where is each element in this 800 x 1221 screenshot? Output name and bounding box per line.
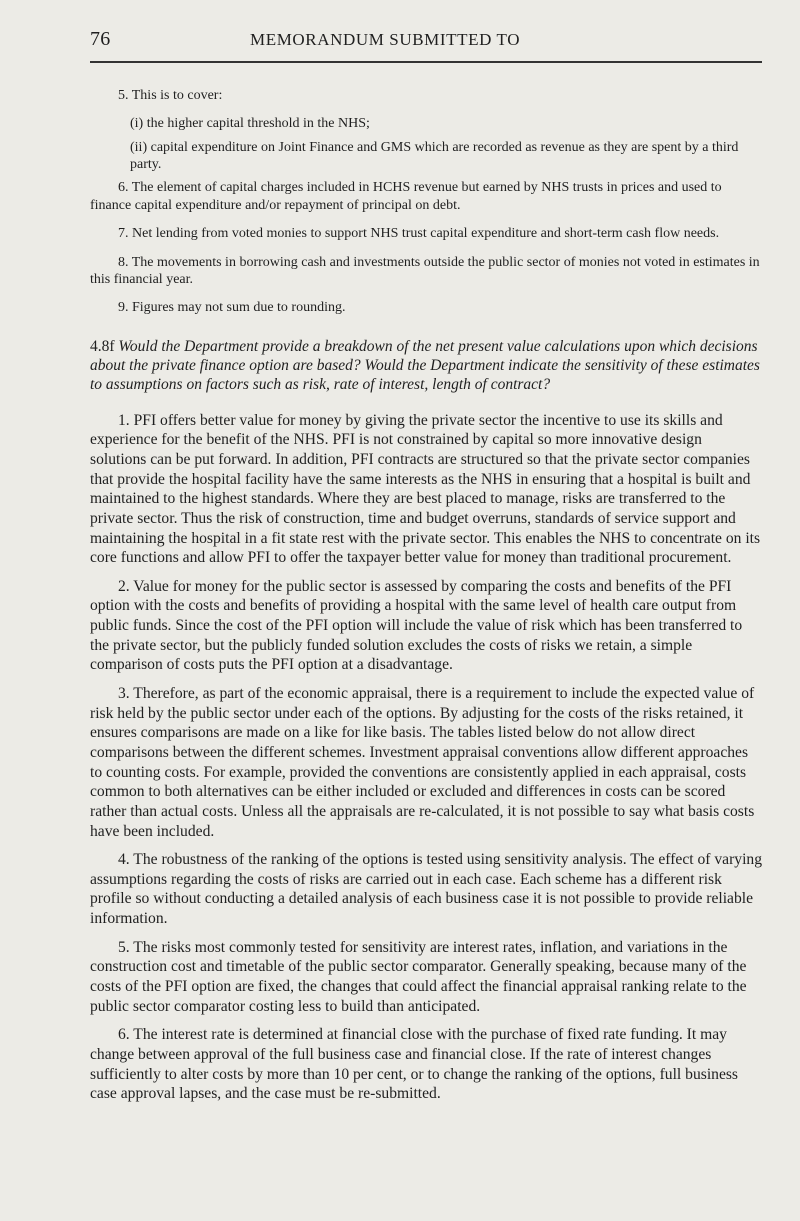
header-rule [90, 61, 762, 63]
answer-section [90, 411, 762, 1104]
question-number: 4.8f [90, 337, 115, 355]
question-paragraph [90, 337, 762, 395]
page-number: 76 [90, 28, 111, 50]
note-item: 9. Figures may not sum due to rounding. [118, 300, 346, 316]
note-subitem: (i) the higher capital threshold in the NHS; [130, 116, 370, 132]
running-title: MEMORANDUM SUBMITTED TO [250, 30, 521, 49]
page-header [90, 28, 762, 51]
answer-paragraph: 1. PFI offers better value for money by giving the private sector the incentive to use its skills and experience for the benefit of the NHS. PFI is not constrained by capital so more innovative design solutions can be put forward. In addition, PFI contracts are structured so that the private sector companies that provide the hospital facility have the same interests as the NHS in ensuring that a hospital is built and maintained to the highest standards. Where they are best placed to manage, risks are transferred to the private sector. Thus the risk of construction, time and budget overruns, standards of service support and maintaining the hospital in a fit state rest with the private sector. This enables the NHS to concentrate on its core functions and allow PFI to offer the taxpayer better value for money than traditional procurement. [90, 411, 761, 567]
answer-paragraph: 4. The robustness of the ranking of the options is tested using sensitivity analysis. The effect of varying assumptions regarding the costs of risks are carried out in each case. Each scheme has a different risk profile so without conducting a detailed analysis of each business case it is not possible to provide reliable information. [90, 851, 763, 928]
note-item: 5. This is to cover: [118, 88, 223, 103]
note-item: 7. Net lending from voted monies to support NHS trust capital expenditure and short-term cash flow needs. [118, 226, 720, 242]
answer-paragraph: 6. The interest rate is determined at financial close with the purchase of fixed rate funding. It may change between approval of the full business case and financial close. If the rate of interest changes sufficiently to alter costs by more than 10 per cent, or to change the ranking of the options, full business case approval lapses, and the case must be re-submitted. [90, 1026, 739, 1103]
answer-paragraph: 3. Therefore, as part of the economic appraisal, there is a requirement to include the expected value of risk held by the public sector under each of the options. By adjusting for the costs of the risks retained, it ensures comparisons are made on a like for like basis. The tables listed below do not allow direct comparisons between the different schemes. Investment appraisal conventions allow different approaches to counting costs. For example, provided the conventions are consistently applied in each appraisal, costs common to both alternatives can be either included or excluded and differences in costs can be scored rather than actual costs. Unless all the appraisals are re-calculated, it is not possible to say what basis costs have been included. [90, 685, 755, 840]
footnotes-section [90, 87, 762, 317]
answer-paragraph: 5. The risks most commonly tested for sensitivity are interest rates, inflation, and variations in the construction cost and timetable of the public sector comparator. Generally speaking, because many of the costs of the PFI option are fixed, the changes that could affect the financial appraisal ranking relate to the public sector comparator costing less to build than anticipated. [90, 938, 747, 1015]
question-text: Would the Department provide a breakdown of the net present value calculations upon which decisions about the private finance option are based? Would the Department indicate the sensitivity of these estimates to assumptions on factors such as risk, rate of interest, length of contract? [90, 337, 760, 394]
note-subitem: (ii) capital expenditure on Joint Finance and GMS which are recorded as revenue as they are spent by a third party. [130, 139, 739, 173]
answer-paragraph: 2. Value for money for the public sector is assessed by comparing the costs and benefits of the PFI option with the costs and benefits of providing a hospital with the same level of health care output from public funds. Since the cost of the PFI option will include the value of risk which has been transferred to the private sector, but the publicly funded solution excludes the costs of risks we retain, a simple comparison of costs puts the PFI option at a disadvantage. [90, 577, 743, 674]
note-item: 6. The element of capital charges included in HCHS revenue but earned by NHS trusts in prices and used to finance capital expenditure and/or repayment of principal on debt. [90, 180, 722, 213]
note-item: 8. The movements in borrowing cash and investments outside the public sector of monies not voted in estimates in this financial year. [90, 254, 760, 287]
